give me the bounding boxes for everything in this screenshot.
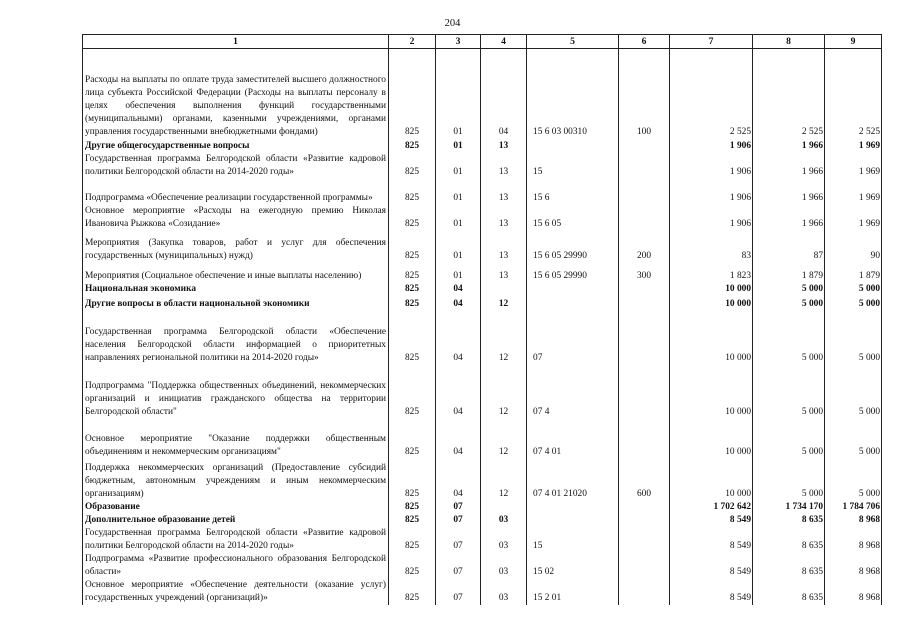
amount-year-2-cell: 1 966 (753, 139, 825, 153)
table-row (83, 296, 882, 311)
subsection-code-cell: 13 (481, 205, 527, 231)
amount-year-1-cell: 8 549 (670, 553, 753, 579)
target-article-cell (527, 139, 619, 153)
ministry-code-cell: 825 (389, 153, 436, 179)
subsection-code-cell: 03 (481, 579, 527, 605)
section-code-cell: 04 (436, 459, 481, 501)
target-article-cell: 15 (527, 153, 619, 179)
amount-year-1-cell: 1 906 (670, 139, 753, 153)
amount-year-1-cell: 8 549 (670, 527, 753, 553)
row-name-cell: Национальная экономика (83, 283, 389, 296)
section-code-cell: 04 (436, 365, 481, 419)
section-code-cell: 01 (436, 205, 481, 231)
subsection-code-cell: 12 (481, 419, 527, 459)
subsection-code-cell: 13 (481, 179, 527, 205)
target-article-cell: 15 6 03 00310 (527, 49, 619, 139)
subsection-code-cell: 12 (481, 459, 527, 501)
amount-year-2-cell: 8 635 (753, 514, 825, 527)
section-code-cell: 07 (436, 579, 481, 605)
amount-year-1-cell: 1 823 (670, 263, 753, 283)
amount-year-1-cell: 10 000 (670, 283, 753, 296)
amount-year-1-cell: 1 702 642 (670, 501, 753, 514)
expense-type-cell (619, 527, 670, 553)
amount-year-3-cell: 1 969 (825, 153, 882, 179)
amount-year-2-cell: 8 635 (753, 579, 825, 605)
table-row (83, 459, 882, 501)
amount-year-2-cell: 5 000 (753, 296, 825, 311)
row-name-cell: Государственная программа Белгородской области «Развитие кадровой политики Белгородской области на 2014-2020 годы» (83, 527, 389, 553)
amount-year-3-cell: 8 968 (825, 527, 882, 553)
table-row (83, 553, 882, 579)
row-name-cell: Образование (83, 501, 389, 514)
target-article-cell (527, 283, 619, 296)
section-code-cell: 01 (436, 139, 481, 153)
subsection-code-cell: 13 (481, 153, 527, 179)
subsection-code-cell: 12 (481, 365, 527, 419)
column-header: 7 (670, 35, 753, 49)
amount-year-2-cell: 5 000 (753, 459, 825, 501)
expense-type-cell (619, 553, 670, 579)
section-code-cell: 01 (436, 231, 481, 263)
ministry-code-cell: 825 (389, 263, 436, 283)
ministry-code-cell: 825 (389, 179, 436, 205)
ministry-code-cell: 825 (389, 283, 436, 296)
target-article-cell: 15 (527, 527, 619, 553)
ministry-code-cell: 825 (389, 527, 436, 553)
amount-year-3-cell: 90 (825, 231, 882, 263)
amount-year-3-cell: 5 000 (825, 296, 882, 311)
amount-year-2-cell: 5 000 (753, 419, 825, 459)
amount-year-3-cell: 5 000 (825, 283, 882, 296)
target-article-cell (527, 514, 619, 527)
amount-year-3-cell: 5 000 (825, 311, 882, 365)
column-header: 5 (527, 35, 619, 49)
amount-year-3-cell: 5 000 (825, 459, 882, 501)
table-row (83, 365, 882, 419)
expense-type-cell (619, 419, 670, 459)
ministry-code-cell: 825 (389, 553, 436, 579)
row-name-cell: Поддержка некоммерческих организаций (Предоставление субсидий бюджетным, автономным учреждениям и иным некоммерческим организациям) (83, 459, 389, 501)
expense-type-cell: 600 (619, 459, 670, 501)
row-name-cell: Расходы на выплаты по оплате труда заместителей высшего должностного лица субъекта Российской Федерации (Расходы на выплаты персоналу в целях обеспечения выполнения функций государственными (муниципальными) органами, казенными учреждениями, органами управления государственными внебюджетными фондами) (83, 49, 389, 139)
table-row (83, 283, 882, 296)
table-row (83, 179, 882, 205)
section-code-cell: 04 (436, 419, 481, 459)
target-article-cell: 07 4 (527, 365, 619, 419)
row-name-cell: Мероприятия (Социальное обеспечение и иные выплаты населению) (83, 263, 389, 283)
subsection-code-cell: 03 (481, 514, 527, 527)
amount-year-3-cell: 8 968 (825, 579, 882, 605)
expense-type-cell: 300 (619, 263, 670, 283)
expense-type-cell (619, 311, 670, 365)
section-code-cell: 07 (436, 514, 481, 527)
expense-type-cell (619, 296, 670, 311)
section-code-cell: 04 (436, 283, 481, 296)
target-article-cell: 07 4 01 (527, 419, 619, 459)
table-row (83, 579, 882, 605)
page-number: 204 (444, 18, 461, 29)
row-name-cell: Государственная программа Белгородской области «Обеспечение населения Белгородской области информацией о приоритетных направлениях региональной политики на 2014-2020 годы» (83, 311, 389, 365)
amount-year-2-cell: 1 734 170 (753, 501, 825, 514)
amount-year-2-cell: 87 (753, 231, 825, 263)
amount-year-3-cell: 2 525 (825, 49, 882, 139)
target-article-cell: 15 6 05 (527, 205, 619, 231)
target-article-cell (527, 296, 619, 311)
expense-type-cell: 200 (619, 231, 670, 263)
target-article-cell: 15 2 01 (527, 579, 619, 605)
column-header: 8 (753, 35, 825, 49)
expense-type-cell: 100 (619, 49, 670, 139)
subsection-code-cell: 03 (481, 553, 527, 579)
amount-year-1-cell: 2 525 (670, 49, 753, 139)
expense-type-cell (619, 579, 670, 605)
expense-type-cell (619, 283, 670, 296)
section-code-cell: 01 (436, 263, 481, 283)
amount-year-3-cell: 8 968 (825, 553, 882, 579)
table-row (83, 311, 882, 365)
amount-year-1-cell: 10 000 (670, 459, 753, 501)
amount-year-1-cell: 1 906 (670, 179, 753, 205)
column-header: 2 (389, 35, 436, 49)
subsection-code-cell: 13 (481, 139, 527, 153)
ministry-code-cell: 825 (389, 49, 436, 139)
amount-year-2-cell: 8 635 (753, 553, 825, 579)
column-header: 3 (436, 35, 481, 49)
target-article-cell: 15 6 05 29990 (527, 231, 619, 263)
table-row (83, 527, 882, 553)
expense-type-cell (619, 153, 670, 179)
table-row (83, 205, 882, 231)
table-row (83, 501, 882, 514)
row-name-cell: Основное мероприятие «Расходы на ежегодную премию Николая Ивановича Рыжкова «Созидание» (83, 205, 389, 231)
subsection-code-cell: 03 (481, 527, 527, 553)
target-article-cell: 15 02 (527, 553, 619, 579)
expense-type-cell (619, 501, 670, 514)
column-header: 1 (83, 35, 389, 49)
section-code-cell: 04 (436, 296, 481, 311)
ministry-code-cell: 825 (389, 365, 436, 419)
row-name-cell: Подпрограмма «Обеспечение реализации государственной программы» (83, 179, 389, 205)
target-article-cell: 07 4 01 21020 (527, 459, 619, 501)
subsection-code-cell: 12 (481, 311, 527, 365)
amount-year-2-cell: 5 000 (753, 311, 825, 365)
subsection-code-cell: 13 (481, 231, 527, 263)
ministry-code-cell: 825 (389, 419, 436, 459)
expense-type-cell (619, 139, 670, 153)
row-name-cell: Основное мероприятие «Обеспечение деятельности (оказание услуг) государственных учреждений (организаций)» (83, 579, 389, 605)
row-name-cell: Другие вопросы в области национальной экономики (83, 296, 389, 311)
subsection-code-cell (481, 283, 527, 296)
amount-year-1-cell: 10 000 (670, 365, 753, 419)
subsection-code-cell: 04 (481, 49, 527, 139)
amount-year-3-cell: 1 784 706 (825, 501, 882, 514)
amount-year-1-cell: 83 (670, 231, 753, 263)
ministry-code-cell: 825 (389, 311, 436, 365)
target-article-cell (527, 501, 619, 514)
subsection-code-cell: 12 (481, 296, 527, 311)
target-article-cell: 15 6 (527, 179, 619, 205)
row-name-cell: Дополнительное образование детей (83, 514, 389, 527)
amount-year-2-cell: 5 000 (753, 365, 825, 419)
amount-year-1-cell: 10 000 (670, 296, 753, 311)
amount-year-3-cell: 8 968 (825, 514, 882, 527)
table-row (83, 153, 882, 179)
subsection-code-cell (481, 501, 527, 514)
ministry-code-cell: 825 (389, 205, 436, 231)
target-article-cell: 15 6 05 29990 (527, 263, 619, 283)
row-name-cell: Подпрограмма «Развитие профессионального образования Белгородской области» (83, 553, 389, 579)
column-header: 9 (825, 35, 882, 49)
ministry-code-cell: 825 (389, 231, 436, 263)
amount-year-3-cell: 5 000 (825, 419, 882, 459)
ministry-code-cell: 825 (389, 514, 436, 527)
table-row (83, 263, 882, 283)
row-name-cell: Мероприятия (Закупка товаров, работ и услуг для обеспечения государственных (муниципальных) нужд) (83, 231, 389, 263)
section-code-cell: 07 (436, 553, 481, 579)
table-row (83, 419, 882, 459)
column-header: 4 (481, 35, 527, 49)
expense-type-cell (619, 514, 670, 527)
budget-table (82, 34, 882, 605)
row-name-cell: Основное мероприятие "Оказание поддержки общественным объединениям и некоммерческим организациям" (83, 419, 389, 459)
row-name-cell: Государственная программа Белгородской области «Развитие кадровой политики Белгородской области на 2014-2020 годы» (83, 153, 389, 179)
row-name-cell: Другие общегосударственные вопросы (83, 139, 389, 153)
amount-year-1-cell: 10 000 (670, 311, 753, 365)
amount-year-2-cell: 1 879 (753, 263, 825, 283)
amount-year-1-cell: 8 549 (670, 514, 753, 527)
table-row (83, 231, 882, 263)
expense-type-cell (619, 365, 670, 419)
amount-year-1-cell: 10 000 (670, 419, 753, 459)
amount-year-1-cell: 1 906 (670, 205, 753, 231)
column-header: 6 (619, 35, 670, 49)
table-row (83, 514, 882, 527)
amount-year-2-cell: 1 966 (753, 153, 825, 179)
ministry-code-cell: 825 (389, 579, 436, 605)
ministry-code-cell: 825 (389, 459, 436, 501)
amount-year-2-cell: 1 966 (753, 179, 825, 205)
table-body (83, 49, 882, 605)
table-row (83, 139, 882, 153)
section-code-cell: 04 (436, 311, 481, 365)
row-name-cell: Подпрограмма "Поддержка общественных объединений, некоммерческих организаций и инициатив гражданского общества на территории Белгородской области" (83, 365, 389, 419)
expense-type-cell (619, 179, 670, 205)
ministry-code-cell: 825 (389, 296, 436, 311)
ministry-code-cell: 825 (389, 139, 436, 153)
section-code-cell: 01 (436, 49, 481, 139)
amount-year-2-cell: 8 635 (753, 527, 825, 553)
amount-year-1-cell: 8 549 (670, 579, 753, 605)
section-code-cell: 07 (436, 527, 481, 553)
target-article-cell: 07 (527, 311, 619, 365)
amount-year-3-cell: 1 969 (825, 205, 882, 231)
amount-year-3-cell: 1 969 (825, 179, 882, 205)
amount-year-2-cell: 1 966 (753, 205, 825, 231)
expense-type-cell (619, 205, 670, 231)
table-row (83, 49, 882, 139)
amount-year-2-cell: 2 525 (753, 49, 825, 139)
subsection-code-cell: 13 (481, 263, 527, 283)
amount-year-3-cell: 1 879 (825, 263, 882, 283)
ministry-code-cell: 825 (389, 501, 436, 514)
header-row (83, 35, 882, 49)
section-code-cell: 01 (436, 153, 481, 179)
amount-year-3-cell: 1 969 (825, 139, 882, 153)
amount-year-3-cell: 5 000 (825, 365, 882, 419)
section-code-cell: 01 (436, 179, 481, 205)
amount-year-2-cell: 5 000 (753, 283, 825, 296)
section-code-cell: 07 (436, 501, 481, 514)
amount-year-1-cell: 1 906 (670, 153, 753, 179)
